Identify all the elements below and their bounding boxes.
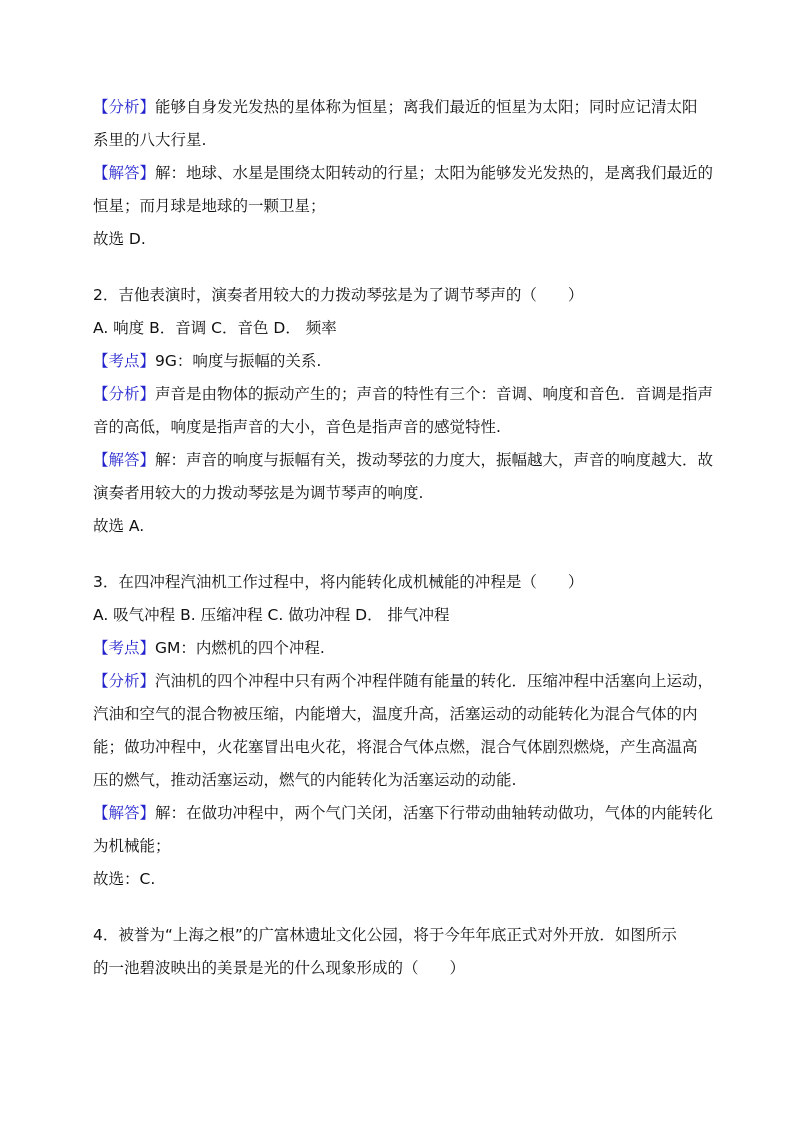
answer-tag: 【解答】: [93, 804, 156, 822]
text-line: [93, 734, 698, 760]
text-line: [93, 833, 171, 859]
answer-tag: 【解答】: [93, 164, 156, 182]
line-text: GM：内燃机的四个冲程.: [155, 639, 325, 657]
text-line: [93, 701, 698, 727]
line-text: 4．被誉为“上海之根”的广富林遗址文化公园，将于今年年底正式对外开放．如图所示: [93, 926, 677, 944]
line-text: 解：声音的响度与振幅有关，拨动琴弦的力度大，振幅越大，声音的响度越大．故: [155, 451, 714, 469]
question-3-line: [93, 569, 583, 595]
line-text: 汽油机的四个冲程中只有两个冲程伴随有能量的转化．压缩冲程中活塞向上运动，: [155, 672, 714, 690]
analysis-tag: 【分析】: [93, 98, 156, 116]
line-text: 能够自身发光发热的星体称为恒星；离我们最近的恒星为太阳；同时应记清太阳: [155, 98, 698, 116]
choice-line: [93, 866, 155, 892]
analysis-tag: 【分析】: [93, 385, 156, 403]
line-text: 音的高低，响度是指声音的大小，音色是指声音的感觉特性.: [93, 418, 501, 436]
text-line: [93, 193, 326, 219]
line-text: A. 吸气冲程 B. 压缩冲程 C. 做功冲程 D． 排气冲程: [93, 606, 450, 624]
analysis-line: [93, 94, 698, 120]
line-text: 解：地球、水星是围绕太阳转动的行星；太阳为能够发光发热的，是离我们最近的: [155, 164, 714, 182]
text-line: [93, 955, 465, 981]
line-text: A. 响度 B．音调 C．音色 D． 频率: [93, 319, 337, 337]
line-text: 解：在做功冲程中，两个气门关闭，活塞下行带动曲轴转动做功，气体的内能转化: [155, 804, 714, 822]
question-2-options: [93, 315, 337, 341]
line-text: 9G：响度与振幅的关系.: [155, 352, 322, 370]
analysis-tag: 【分析】: [93, 672, 156, 690]
line-text: 的一池碧波映出的美景是光的什么现象形成的（ ）: [93, 959, 466, 977]
knowledge-point-tag: 【考点】: [93, 352, 156, 370]
line-text: 故选 D.: [93, 230, 146, 248]
line-text: 恒星；而月球是地球的一颗卫星；: [93, 197, 326, 215]
knowledge-point-line: [93, 635, 325, 661]
text-line: [93, 414, 501, 440]
line-text: 故选：C.: [93, 870, 156, 888]
answer-line: [93, 160, 713, 186]
choice-line: [93, 226, 146, 252]
answer-line: [93, 447, 713, 473]
line-text: 能；做功冲程中，火花塞冒出电火花，将混合气体点燃，混合气体剧烈燃烧，产生高温高: [93, 738, 698, 756]
line-text: 系里的八大行星.: [93, 131, 207, 149]
line-text: 声音是由物体的振动产生的；声音的特性有三个：音调、响度和音色．音调是指声: [155, 385, 714, 403]
line-text: 演奏者用较大的力拨动琴弦是为调节琴声的响度.: [93, 484, 424, 502]
line-text: 汽油和空气的混合物被压缩，内能增大，温度升高，活塞运动的动能转化为混合气体的内: [93, 705, 698, 723]
analysis-line: [93, 668, 713, 694]
answer-tag: 【解答】: [93, 451, 156, 469]
line-text: 为机械能；: [93, 837, 171, 855]
answer-line: [93, 800, 713, 826]
question-3-options: [93, 602, 450, 628]
text-line: [93, 480, 423, 506]
line-text: 3．在四冲程汽油机工作过程中，将内能转化成机械能的冲程是（ ）: [93, 573, 584, 591]
line-text: 2．吉他表演时，演奏者用较大的力拨动琴弦是为了调节琴声的（ ）: [93, 286, 584, 304]
choice-line: [93, 513, 144, 539]
line-text: 故选 A.: [93, 517, 145, 535]
knowledge-point-tag: 【考点】: [93, 639, 156, 657]
question-2-line: [93, 282, 583, 308]
question-4-line: [93, 922, 677, 948]
analysis-line: [93, 381, 713, 407]
knowledge-point-line: [93, 348, 321, 374]
text-line: [93, 127, 206, 153]
line-text: 压的燃气，推动活塞运动，燃气的内能转化为活塞运动的动能.: [93, 771, 517, 789]
text-line: [93, 767, 516, 793]
